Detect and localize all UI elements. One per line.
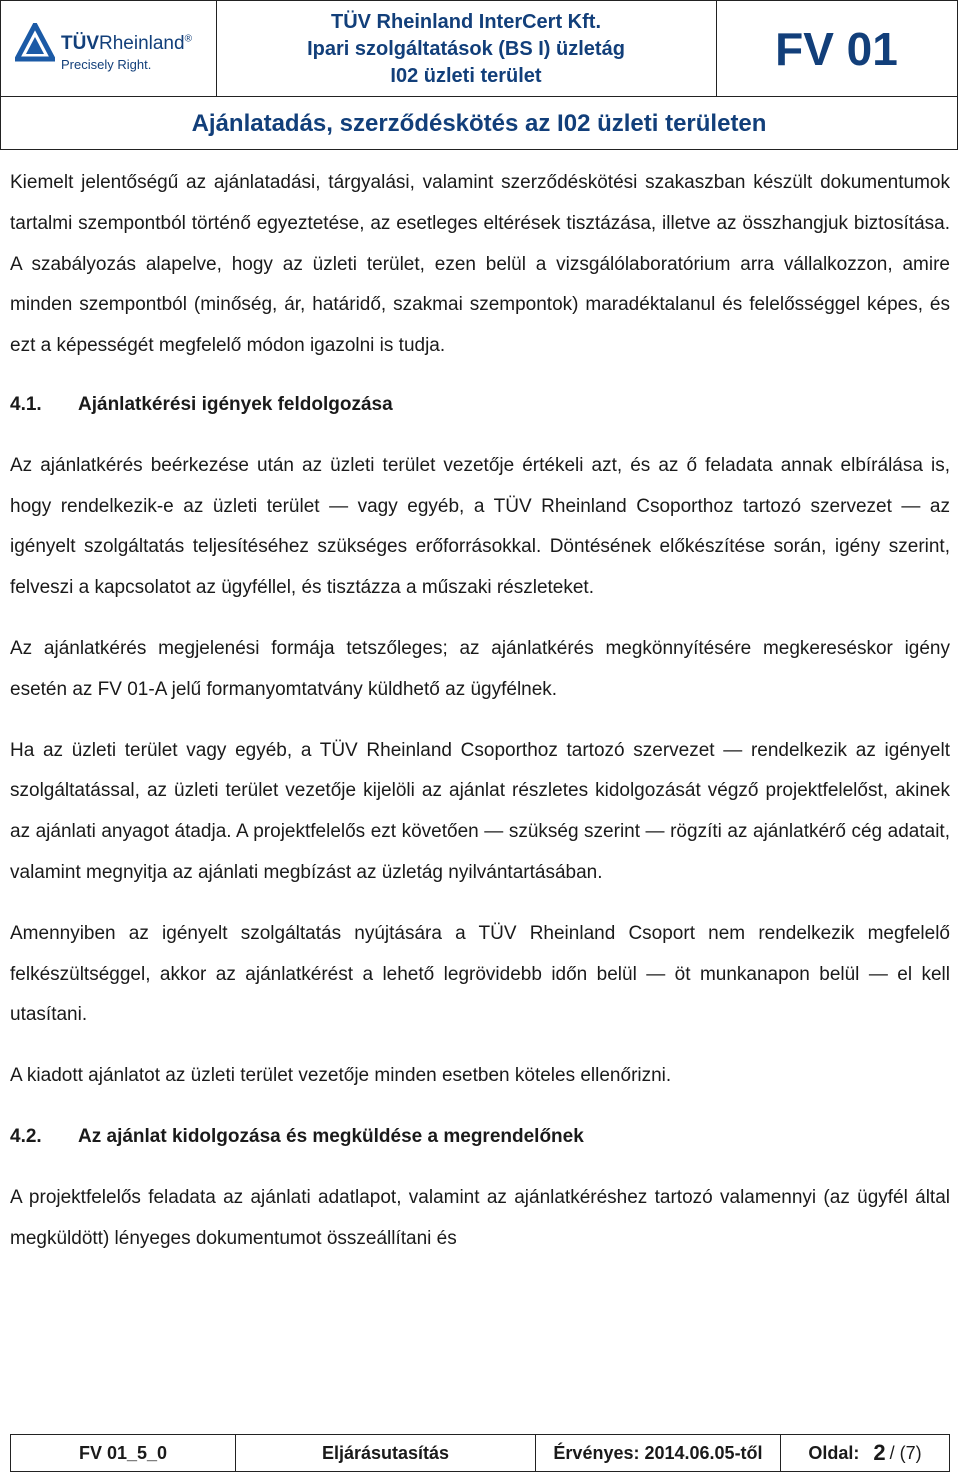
section-title: Ajánlatkérési igények feldolgozása — [78, 393, 393, 415]
paragraph: Az ajánlatkérés beérkezése után az üzleti terület vezetője értékeli azt, és az ő feladata annak elbírálása is, hogy rendelkezik-e az üzleti terület — vagy egyéb, a TÜV Rheinland Csoporthoz tartozó szervezet — az igényelt szolgáltatás teljesítéséhez szükséges erőforrásokkal. Döntésének előkészítése során, igény szerint, felveszi a kapcsolatot az ügyféllel, és tisztázza a műszaki részleteket. — [10, 454, 950, 599]
intro-paragraph: Kiemelt jelentőségű az ajánlatadási, tárgyalási, valamint szerződéskötési szakaszban készült dokumentumok tartalmi szempontból történő egyeztetése, az esetleges eltérések tisztázása, illetve az összhangjuk biztosítása. A szabályozás alapelve, hogy az üzleti terület, ezen belül a vizsgálólaboratórium arra vállalkozzon, amire minden szempontból (minőség, ár, határidő, szakmai szempontok) maradéktalanul és felelősséggel képes, és ezt a képességét megfelelő módon igazolni is tudja. — [10, 172, 950, 357]
logo-tagline: Precisely Right. — [61, 57, 152, 72]
business-area: I02 üzleti terület — [390, 65, 542, 87]
paragraph: A kiadott ajánlatot az üzleti terület vezetője minden esetben köteles ellenőrizni. — [10, 1065, 672, 1087]
header-top-row — [1, 1, 957, 97]
footer-valid-from: Érvényes: 2014.06.05-től — [536, 1435, 781, 1471]
footer-doc-type: Eljárásutasítás — [236, 1435, 536, 1471]
section-heading-4-2 — [10, 1117, 950, 1158]
section-number: 4.1. — [10, 393, 42, 415]
tuv-triangle-logo-icon — [15, 23, 55, 63]
footer-doc-code: FV 01_5_0 — [11, 1435, 236, 1471]
paragraph: Ha az üzleti terület vagy egyéb, a TÜV Rheinland Csoporthoz tartozó szervezet — rendelkezik az igényelt szolgáltatással, az üzleti terület vezetője kijelöli az ajánlat részletes kidolgozását végző projektfelelőst, akinek az ajánlati anyagot átadja. A projektfelelős ezt követően — szükség szerint — rögzíti az ajánlatkérő cég adatait, valamint megnyitja az ajánlati megbízást az üzletág nyilvántartásában. — [10, 739, 950, 883]
page-header — [0, 0, 958, 150]
document-title: Ajánlatadás, szerződéskötés az I02 üzleti területen — [191, 109, 767, 137]
page-footer — [10, 1434, 950, 1472]
business-unit: Ipari szolgáltatások (BS I) üzletág — [307, 38, 625, 60]
page-total: / (7) — [889, 1442, 922, 1463]
company-name: TÜV Rheinland InterCert Kft. — [330, 11, 601, 33]
footer-page-indicator — [781, 1435, 949, 1471]
document-body — [10, 163, 950, 1279]
logo-brand: TÜVRheinland® — [61, 33, 192, 54]
document-id: FV 01 — [775, 22, 898, 75]
paragraph: A projektfelelős feladata az ajánlati adatlapot, valamint az ajánlatkéréshez tartozó valamennyi (az ügyfél által megküldött) lényeges dokumentumot összeállítani és — [10, 1186, 950, 1249]
section-heading-4-1 — [10, 385, 950, 426]
page-number: 2 — [873, 1440, 886, 1465]
paragraph: Amennyiben az igényelt szolgáltatás nyújtására a TÜV Rheinland Csoport nem rendelkezik megfelelő felkészültséggel, akkor az ajánlatkérést a lehető legrövidebb időn belül — öt munkanapon belül — el kell utasítani. — [10, 922, 950, 1026]
page-label: Oldal: — [808, 1442, 860, 1463]
company-block — [216, 1, 717, 96]
section-number: 4.2. — [10, 1125, 42, 1147]
paragraph: Az ajánlatkérés megjelenési formája tetszőleges; az ajánlatkérés megkönnyítésére megkereséskor igény esetén az FV 01-A jelű formanyomtatvány küldhető az ügyfélnek. — [10, 637, 950, 700]
logo-cell — [1, 1, 217, 96]
section-title: Az ajánlat kidolgozása és megküldése a megrendelőnek — [78, 1125, 584, 1147]
